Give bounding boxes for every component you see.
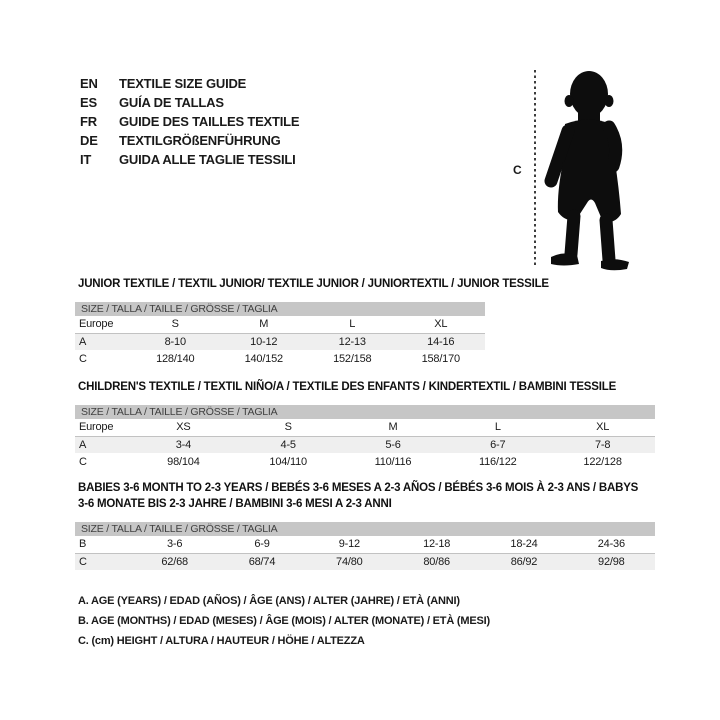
size-cell: 7-8 bbox=[550, 436, 655, 453]
babies-textile-section bbox=[75, 480, 655, 570]
legend-notes bbox=[78, 591, 490, 651]
size-cell: 128/140 bbox=[156, 352, 195, 365]
size-cell: S bbox=[131, 316, 220, 333]
size-cell: 6-7 bbox=[445, 436, 550, 453]
size-cell: S bbox=[236, 419, 341, 436]
height-c-label: C bbox=[513, 163, 522, 177]
language-row-fr bbox=[80, 112, 299, 131]
size-cell: 68/74 bbox=[218, 553, 305, 570]
childrens-textile-section bbox=[75, 379, 655, 470]
row-label: Europe bbox=[75, 419, 131, 436]
size-cell: 8-10 bbox=[131, 333, 220, 350]
language-code: ES bbox=[80, 95, 97, 110]
size-cell: M bbox=[220, 316, 309, 333]
row-label: A bbox=[75, 333, 131, 350]
size-header-bar: SIZE / TALLA / TAILLE / GRÖSSE / TAGLIA bbox=[75, 522, 655, 536]
size-cell: XL bbox=[397, 316, 486, 333]
language-code: EN bbox=[80, 76, 98, 91]
size-cell: XL bbox=[550, 419, 655, 436]
row-label: C bbox=[75, 553, 131, 570]
table-row bbox=[75, 553, 655, 570]
row-label: A bbox=[75, 436, 131, 453]
size-cell: 80/86 bbox=[393, 553, 480, 570]
childrens-textile-table bbox=[75, 419, 655, 470]
row-label: Europe bbox=[75, 316, 131, 333]
language-label: GUIDE DES TAILLES TEXTILE bbox=[119, 114, 300, 129]
babies-textile-table bbox=[75, 536, 655, 570]
language-row-de bbox=[80, 131, 299, 150]
size-cell: 104/110 bbox=[269, 455, 307, 468]
size-cell: 10-12 bbox=[220, 333, 309, 350]
size-cell: 62/68 bbox=[131, 553, 218, 570]
size-cell: 116/122 bbox=[479, 455, 517, 468]
size-cell: 12-18 bbox=[393, 536, 480, 553]
baby-silhouette-image bbox=[543, 64, 638, 272]
size-cell: 110/116 bbox=[374, 455, 412, 468]
junior-textile-title: JUNIOR TEXTILE / TEXTIL JUNIOR/ TEXTILE JUNIOR / JUNIORTEXTIL / JUNIOR TESSILE bbox=[78, 278, 549, 290]
size-cell: M bbox=[341, 419, 446, 436]
size-cell: L bbox=[308, 316, 397, 333]
table-row bbox=[75, 350, 485, 367]
size-cell: 98/104 bbox=[167, 455, 200, 468]
size-cell: 74/80 bbox=[306, 553, 393, 570]
language-label: TEXTILE SIZE GUIDE bbox=[119, 76, 247, 91]
babies-textile-title: BABIES 3-6 MONTH TO 2-3 YEARS / BEBÉS 3-6 MESES A 2-3 AÑOS / BÉBÉS 3-6 MOIS À 2-3 ANS / BABYS 3-6 MONATE BIS 2-3 JAHRE / BAMBINI 3-6 MESI A 2-3 ANNI bbox=[78, 482, 639, 510]
size-cell: 3-6 bbox=[131, 536, 218, 553]
table-row bbox=[75, 316, 485, 333]
junior-textile-table bbox=[75, 316, 485, 367]
note-age-years: A. AGE (YEARS) / EDAD (AÑOS) / ÂGE (ANS) / ALTER (JAHRE) / ETÀ (ANNI) bbox=[78, 595, 460, 607]
note-age-months: B. AGE (MONTHS) / EDAD (MESES) / ÂGE (MOIS) / ALTER (MONATE) / ETÀ (MESI) bbox=[78, 615, 490, 627]
size-cell: 152/158 bbox=[333, 352, 372, 365]
size-cell: 9-12 bbox=[306, 536, 393, 553]
language-label: TEXTILGRÖßENFÜHRUNG bbox=[119, 133, 281, 148]
language-row-it bbox=[80, 150, 299, 169]
size-cell: 122/128 bbox=[583, 455, 622, 468]
size-cell: 18-24 bbox=[480, 536, 567, 553]
language-list bbox=[80, 74, 299, 169]
childrens-textile-title: CHILDREN'S TEXTILE / TEXTIL NIÑO/A / TEXTILE DES ENFANTS / KINDERTEXTIL / BAMBINI TESSILE bbox=[78, 381, 617, 393]
size-cell: 3-4 bbox=[131, 436, 236, 453]
language-label: GUIDA ALLE TAGLIE TESSILI bbox=[119, 152, 296, 167]
size-cell: L bbox=[445, 419, 550, 436]
size-cell: 5-6 bbox=[341, 436, 446, 453]
size-cell: 4-5 bbox=[236, 436, 341, 453]
table-row bbox=[75, 536, 655, 553]
size-cell: XS bbox=[131, 419, 236, 436]
size-header-bar: SIZE / TALLA / TAILLE / GRÖSSE / TAGLIA bbox=[75, 405, 655, 419]
size-cell: 24-36 bbox=[568, 536, 655, 553]
table-row bbox=[75, 419, 655, 436]
size-cell: 92/98 bbox=[568, 553, 655, 570]
language-code: IT bbox=[80, 152, 92, 167]
row-label: C bbox=[79, 455, 87, 468]
note-height: C. (cm) HEIGHT / ALTURA / HAUTEUR / HÖHE / ALTEZZA bbox=[78, 635, 365, 647]
size-cell: 158/170 bbox=[421, 352, 460, 365]
language-code: FR bbox=[80, 114, 97, 129]
junior-textile-section bbox=[75, 276, 549, 367]
size-cell: 6-9 bbox=[218, 536, 305, 553]
language-label: GUÍA DE TALLAS bbox=[119, 95, 224, 110]
table-row bbox=[75, 333, 485, 350]
baby-height-figure bbox=[505, 60, 650, 275]
row-label: B bbox=[75, 536, 131, 553]
size-header-bar: SIZE / TALLA / TAILLE / GRÖSSE / TAGLIA bbox=[75, 302, 485, 316]
size-cell: 12-13 bbox=[308, 333, 397, 350]
row-label: C bbox=[79, 352, 87, 365]
language-row-en bbox=[80, 74, 299, 93]
size-cell: 14-16 bbox=[397, 333, 486, 350]
size-cell: 140/152 bbox=[244, 352, 283, 365]
table-row bbox=[75, 453, 655, 470]
height-dotted-line bbox=[534, 70, 536, 268]
table-row bbox=[75, 436, 655, 453]
language-row-es bbox=[80, 93, 299, 112]
size-cell: 86/92 bbox=[480, 553, 567, 570]
language-code: DE bbox=[80, 133, 98, 148]
